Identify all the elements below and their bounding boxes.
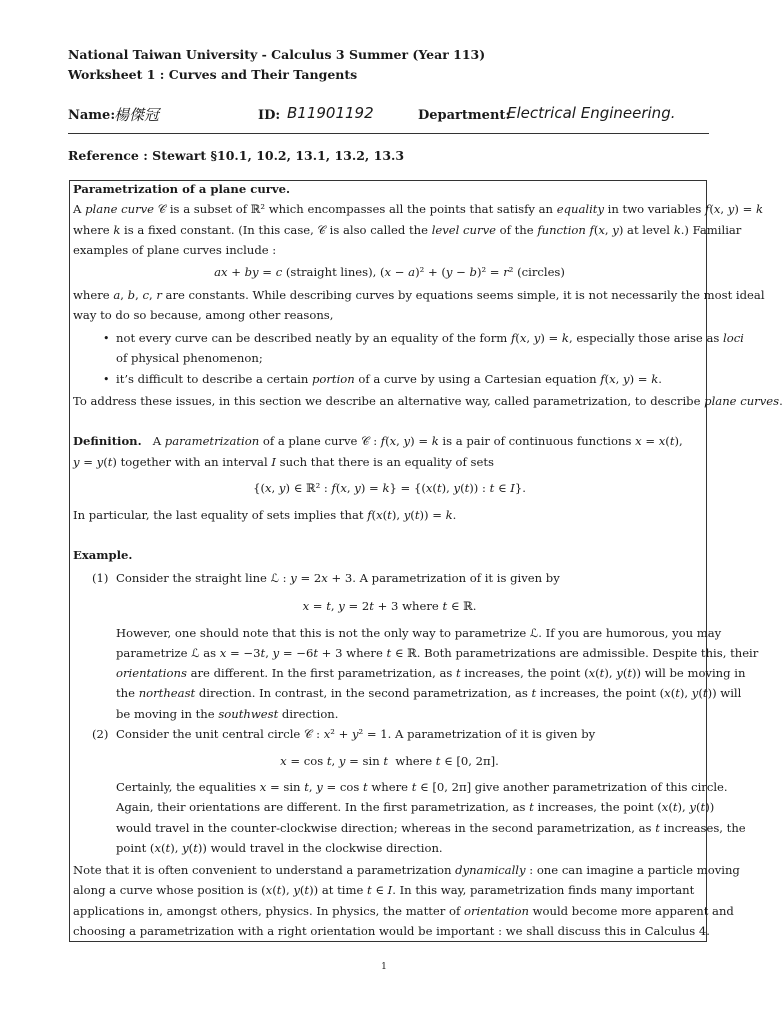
- para-line: To address these issues, in this section we describe an alternative way, called parametrization, to describe plane curves.: [73, 394, 783, 408]
- example-line: Consider the straight line ℒ : y = 2x + 3. A parametrization of it is given by: [116, 571, 560, 585]
- example-line: the northeast direction. In contrast, in the second parametrization, as t increases, the point (x(t), y(t)) will: [116, 686, 742, 700]
- bullet-marker: •: [103, 332, 110, 345]
- note-line: Note that it is often convenient to understand a parametrization dynamically : one can imagine a particle moving: [73, 863, 740, 877]
- example-line: However, one should note that this is not the only way to parametrize ℒ. If you are humorous, you may: [116, 626, 722, 640]
- definition-line: y = y(t) together with an interval I such that there is an equality of sets: [73, 455, 494, 469]
- bullet-line: of physical phenomenon;: [116, 351, 263, 365]
- example-number: (2): [92, 727, 109, 741]
- note-line: applications in, amongst others, physics. In physics, the matter of orientation would become more apparent and: [73, 904, 734, 918]
- para-line: where k is a fixed constant. (In this case, 𝒞 is also called the level curve of the function f(x, y) at level k.) Familiar: [73, 223, 742, 237]
- para-line: examples of plane curves include :: [73, 243, 277, 257]
- example-line: would travel in the counter-clockwise direction; whereas in the second parametrization, as t increases, the: [116, 821, 746, 835]
- example-line: parametrize ℒ as x = −3t, y = −6t + 3 where t ∈ ℝ. Both parametrizations are admissible. Despite this, their: [116, 646, 759, 660]
- department-handwritten: Electrical Engineering.: [507, 104, 676, 122]
- example-heading: Example.: [73, 548, 133, 562]
- example-line: point (x(t), y(t)) would travel in the clockwise direction.: [116, 841, 443, 855]
- note-line: choosing a parametrization with a right orientation would be important : we shall discuss this in Calculus 4.: [73, 924, 710, 938]
- bullet-line: not every curve can be described neatly by an equality of the form f(x, y) = k, especially those arise as loci: [116, 331, 744, 345]
- example-line: Again, their orientations are different. In the first parametrization, as t increases, the point (x(t), y(t)): [116, 800, 715, 814]
- id-label: ID:: [258, 108, 281, 123]
- student-info-row: [68, 106, 708, 132]
- definition-line: Definition. A parametrization of a plane curve 𝒞 : f(x, y) = k is a pair of continuous functions x = x(t),: [73, 434, 683, 448]
- example-line: orientations are different. In the first parametrization, as t increases, the point (x(t), y(t)) will be moving in: [116, 666, 746, 680]
- example-number: (1): [92, 571, 109, 585]
- id-handwritten: B11901192: [287, 104, 374, 122]
- para-line: A plane curve 𝒞 is a subset of ℝ² which encompasses all the points that satisfy an equality in two variables f(x, y) = k: [73, 202, 763, 216]
- bullet-line: it’s difficult to describe a certain portion of a curve by using a Cartesian equation f(x, y) = k.: [116, 372, 662, 386]
- example-line: be moving in the southwest direction.: [116, 707, 339, 721]
- name-label: Name:: [68, 108, 116, 123]
- definition-line: In particular, the last equality of sets implies that f(x(t), y(t)) = k.: [73, 508, 457, 522]
- equation: x = cos t, y = sin t where t ∈ [0, 2π].: [280, 754, 499, 768]
- equation: x = t, y = 2t + 3 where t ∈ ℝ.: [302, 599, 477, 613]
- example-line: Certainly, the equalities x = sin t, y = cos t where t ∈ [0, 2π] give another parametrization of this circle.: [116, 780, 728, 794]
- para-line: where a, b, c, r are constants. While describing curves by equations seems simple, it is not necessarily the most ideal: [73, 288, 765, 302]
- reference-line: Reference : Stewart §10.1, 10.2, 13.1, 13.2, 13.3: [68, 148, 405, 163]
- example-line: Consider the unit central circle 𝒞 : x² + y² = 1. A parametrization of it is given by: [116, 727, 596, 741]
- section-title: Parametrization of a plane curve.: [73, 182, 291, 196]
- worksheet-title: Worksheet 1 : Curves and Their Tangents: [68, 67, 358, 82]
- page-number: 1: [381, 962, 387, 972]
- note-line: along a curve whose position is (x(t), y(t)) at time t ∈ I. In this way, parametrization finds many important: [73, 883, 695, 897]
- bullet-marker: •: [103, 373, 110, 386]
- course-title: National Taiwan University - Calculus 3 Summer (Year 113): [68, 47, 486, 62]
- para-line: way to do so because, among other reasons,: [73, 308, 334, 322]
- header-divider: [68, 133, 709, 134]
- department-label: Department:: [418, 108, 511, 123]
- equation: ax + by = c (straight lines), (x − a)² + (y − b)² = r² (circles): [214, 265, 565, 279]
- name-handwritten: 楊傑冠: [114, 106, 160, 124]
- equation: {(x, y) ∈ ℝ² : f(x, y) = k} = {(x(t), y(t)) : t ∈ I}.: [253, 481, 526, 495]
